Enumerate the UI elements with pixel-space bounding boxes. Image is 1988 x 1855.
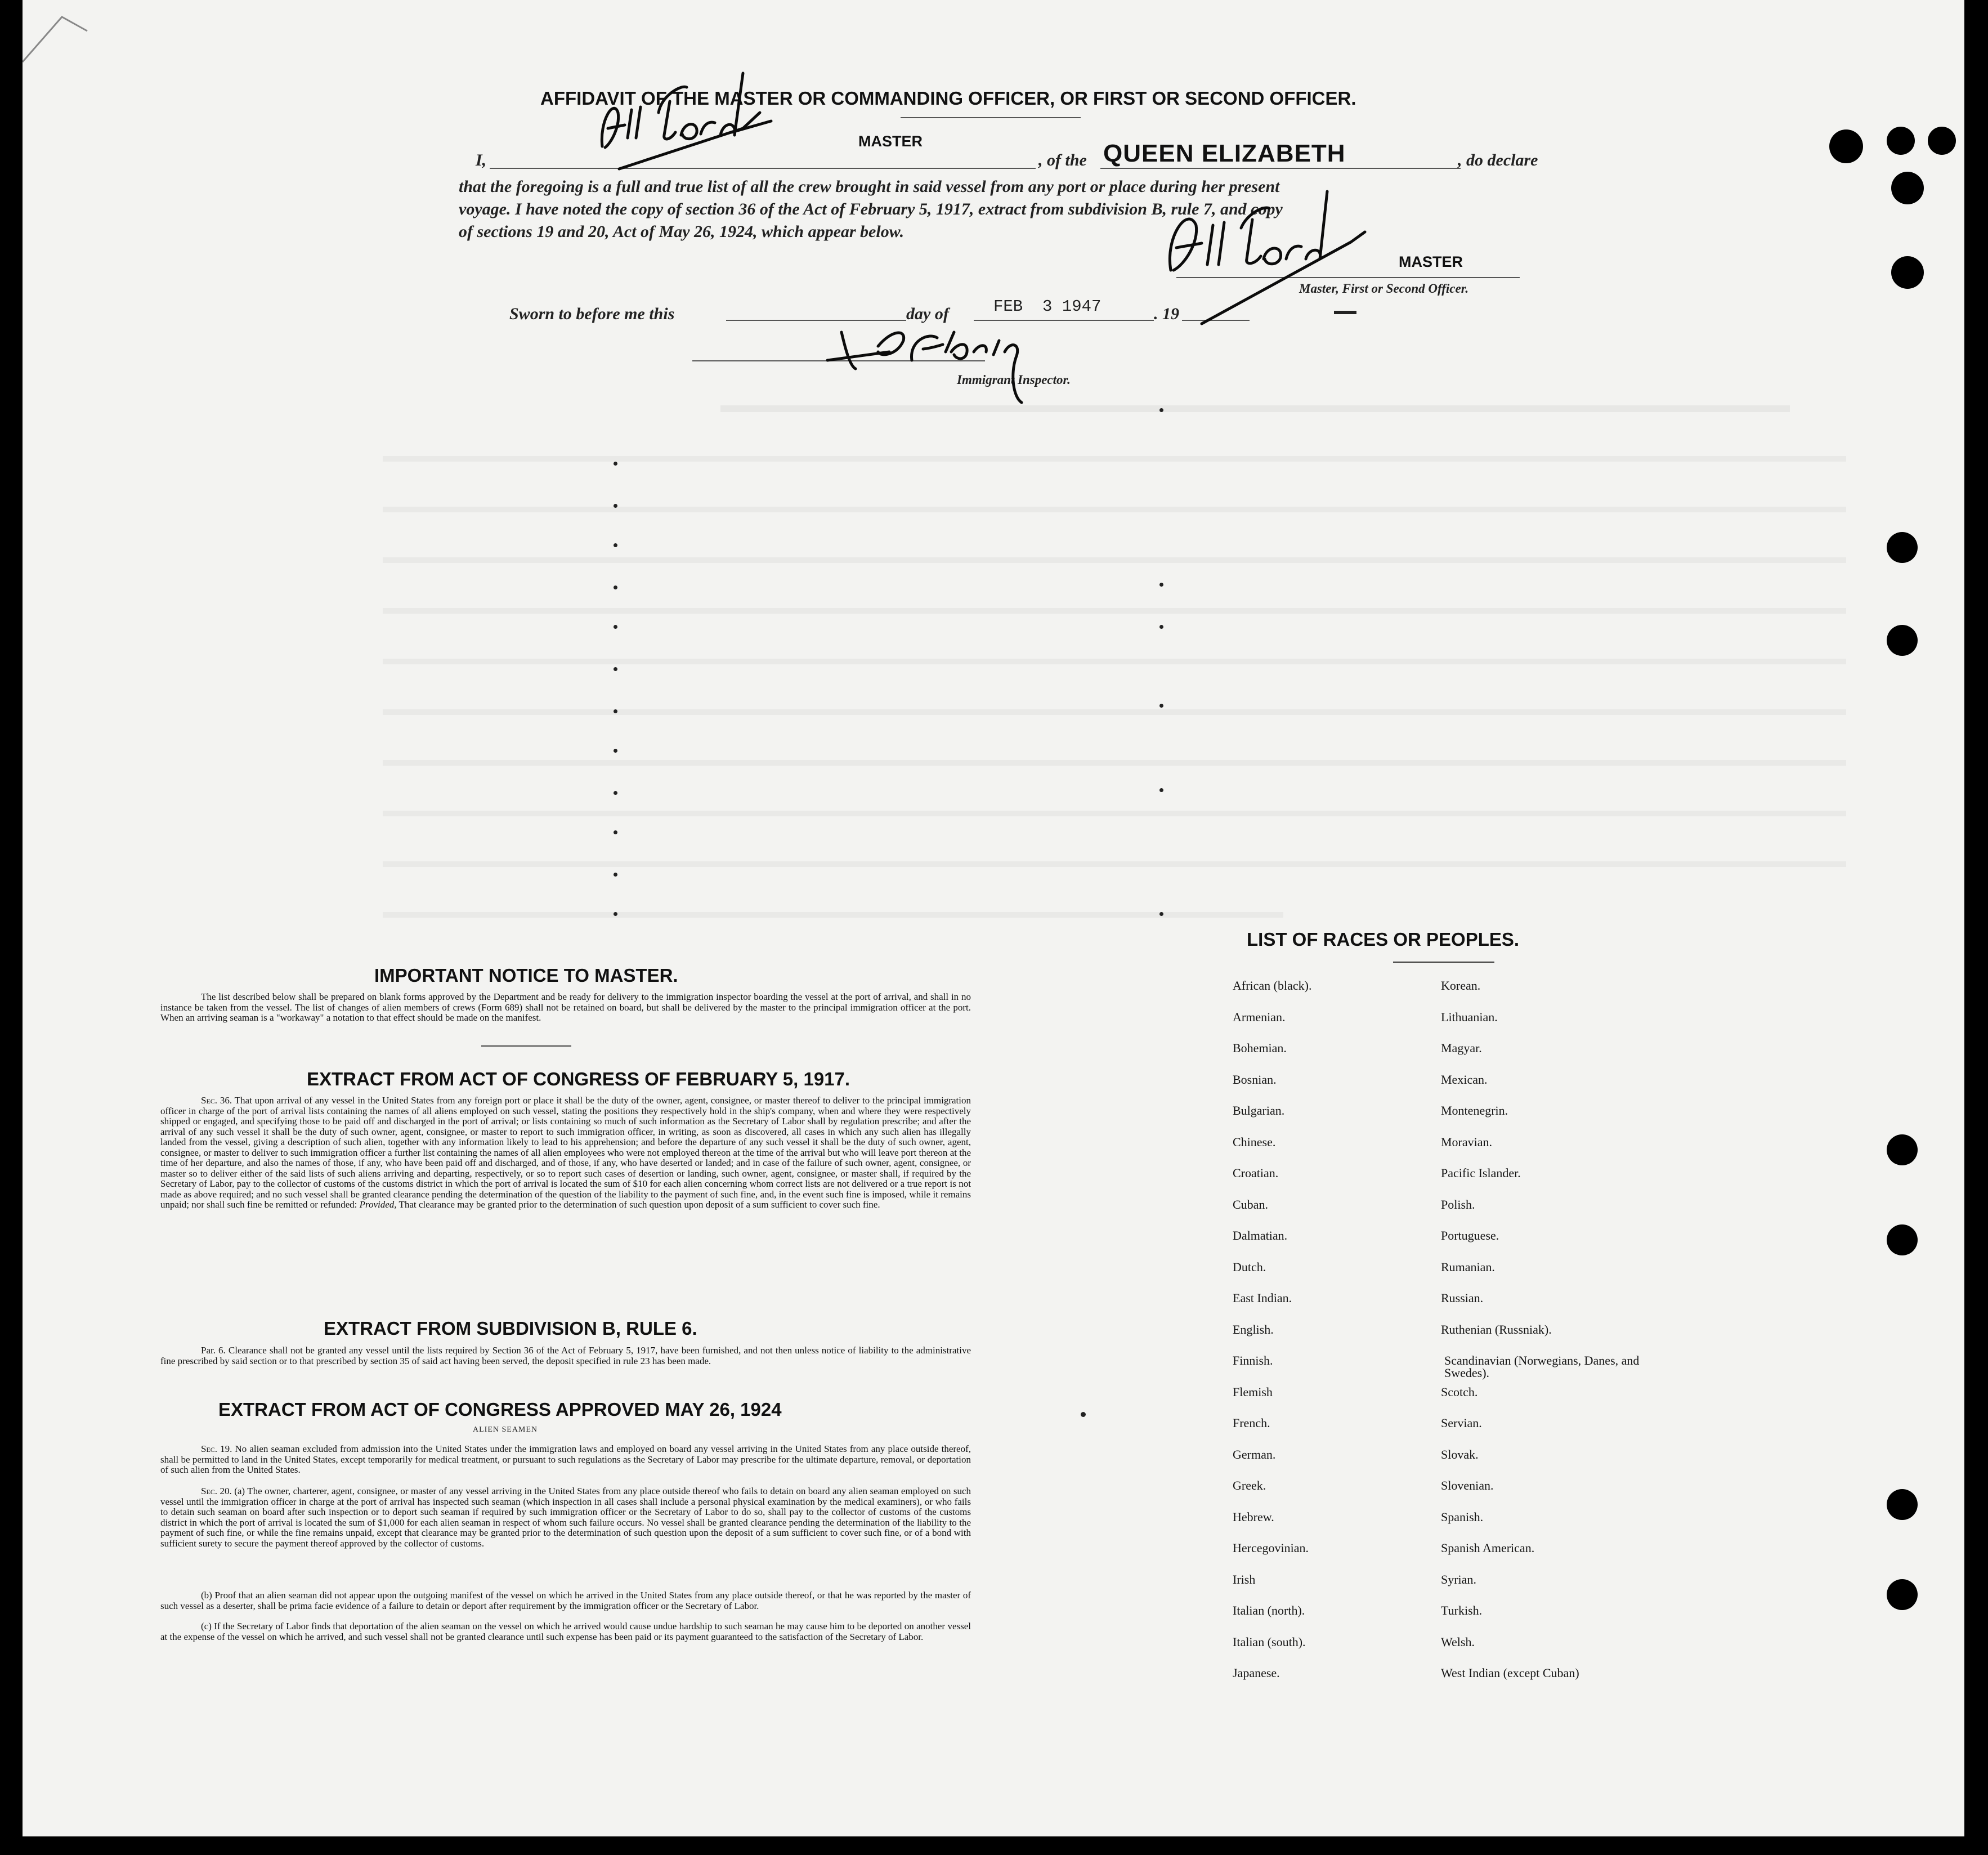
- page-corner-fold: [23, 0, 90, 68]
- inspector-caption: Immigrant Inspector.: [957, 373, 1071, 387]
- important-notice-title: IMPORTANT NOTICE TO MASTER.: [374, 965, 678, 986]
- race-item: Italian (north).: [1233, 1603, 1305, 1617]
- extract-rule6-text: Par. 6. Clearance shall not be granted any vessel until the lists required by Section 36 of the Act of February 5, 1917, have been furnished, and not then unless notice of liability to the administrative fine prescribed by said section or to that prescribed by section 35 of said act having been served, the deposit specified in rule 23 has been made.: [160, 1345, 971, 1366]
- svg-text:▬▬: ▬▬: [1334, 305, 1356, 317]
- race-item: Dutch.: [1233, 1259, 1266, 1274]
- declaration-line-1: that the foregoing is a full and true list of all the crew brought in said vessel from any port or place during her present: [459, 177, 1280, 196]
- races-title: LIST OF RACES OR PEOPLES.: [1247, 929, 1520, 950]
- race-item: Greek.: [1233, 1478, 1266, 1492]
- extract-1917-title: EXTRACT FROM ACT OF CONGRESS OF FEBRUARY 5, 1917.: [307, 1069, 850, 1089]
- extract-1924-subtitle: ALIEN SEAMEN: [473, 1425, 538, 1434]
- race-item: Welsh.: [1441, 1634, 1475, 1649]
- race-item: Dalmatian.: [1233, 1228, 1288, 1242]
- race-item: Cuban.: [1233, 1197, 1268, 1212]
- races-right-column: [1441, 980, 1655, 1698]
- race-item: Montenegrin.: [1441, 1103, 1508, 1118]
- sec-20c-text: (c) If the Secretary of Labor finds that deportation of the alien seaman on the vessel on which he arrived would cause undue hardship to such seaman he may cause him to be deported on another vessel at the expense of the vessel on which he arrived, and such vessel shall not be granted clearance until such expense has been paid or its payment guaranteed to the satisfaction of the Secretary of Labor.: [160, 1621, 971, 1642]
- race-item: East Indian.: [1233, 1291, 1292, 1305]
- important-notice-text: The list described below shall be prepared on blank forms approved by the Department and be ready for delivery to the immigration inspector boarding the vessel at the port of arrival, and shall in no instance be taken from the vessel. The list of changes of alien members of crews (Form 689) shall not be retained on board, but shall be delivered by the master to the principal immigration officer at the port. When an arriving seaman is a "workaway" a notation to that effect should be made on the manifest.: [160, 991, 971, 1023]
- master-stamp: MASTER: [858, 133, 923, 150]
- race-item: Japanese.: [1233, 1666, 1280, 1680]
- race-item: Bulgarian.: [1233, 1103, 1285, 1118]
- race-item: Hebrew.: [1233, 1509, 1274, 1524]
- race-item: West Indian (except Cuban): [1441, 1666, 1579, 1680]
- affidavit-title: AFFIDAVIT OF THE MASTER OR COMMANDING OFFICER, OR FIRST OR SECOND OFFICER.: [540, 88, 1356, 109]
- race-item: Mexican.: [1441, 1072, 1488, 1087]
- race-item: Bosnian.: [1233, 1072, 1277, 1087]
- master-stamp-2: MASTER: [1399, 253, 1463, 270]
- race-item: Slovak.: [1441, 1447, 1479, 1461]
- vessel-name: QUEEN ELIZABETH: [1103, 140, 1346, 167]
- manifest-page: [23, 0, 1964, 1836]
- sec-36-text: That upon arrival of any vessel in the United States from any foreign port or place it shall be the duty of the owner, agent, consignee, or master thereof to deliver to the principal immigration officer in charge of the port of arrival lists containing the names of all aliens employed on such vessel, stating the positions they respectively hold in the ship's company, when and where they were respectively shipped or engaged, and specifying those to be paid off and discharged in the port of arrival; or lists containing so much of such information as the Secretary of Labor shall by regulation prescribe; and after the arrival of any such vessel it shall be the duty of such owner, agent, consignee, or master to report to such immigration officer, in writing, as soon as discovered, all cases in which any such alien has illegally landed from the vessel, giving a description of such alien, together with any information likely to lead to his apprehension; and before the departure of any such vessel it shall be the duty of such owner, agent, consignee, or master to deliver to such immigration officer a further list containing the names of all alien employees who were not employed thereon at the time of the arrival but who will leave port thereon at the time of her departure, and also the names of those, if any, who have been paid off and discharged, and of those, if any, who have deserted or landed; and in case of the failure of such owner, agent, consignee, or master so to deliver either of the said lists of such aliens arriving and departing, respectively, or so to report such cases of desertion or landing, such owner, agent, consignee, or master shall, if required by the Secretary of Labor, pay to the collector of customs of the customs district in which the port of arrival is located the sum of $10 for each alien concerning whom correct lists are not delivered or a true report is not made as above required; and no such vessel shall be granted clearance pending the determination of the question of the liability to the payment of such fine, and, in the event such fine is imposed, while it remains unpaid; nor shall such fine be remitted or refunded:: [160, 1095, 971, 1210]
- year-prefix: . 19: [1154, 305, 1179, 323]
- race-item: French.: [1233, 1416, 1270, 1430]
- sec-20b-text: (b) Proof that an alien seaman did not appear upon the outgoing manifest of the vessel on which he arrived in the United States from any place outside thereof, or that he was reported by the master of such vessel as a deserter, shall be prima facie evidence of a failure to detain or deport after requirement by the immigration officer or the Secretary of Labor.: [160, 1590, 971, 1611]
- of-the-label: , of the: [1038, 151, 1087, 169]
- do-declare-label: , do declare: [1458, 151, 1538, 169]
- race-item: Italian (south).: [1233, 1634, 1306, 1649]
- race-item: Portuguese.: [1441, 1228, 1499, 1242]
- proviso-text: That clearance may be granted prior to the determination of such question upon deposit of a sum sufficient to cover such fine.: [399, 1199, 880, 1210]
- extract-1924-title: EXTRACT FROM ACT OF CONGRESS APPROVED MAY 26, 1924: [218, 1399, 782, 1420]
- race-item: Servian.: [1441, 1416, 1482, 1430]
- sec-19-label: Sec. 19.: [201, 1443, 232, 1454]
- race-item: Flemish: [1233, 1384, 1273, 1399]
- race-item: Bohemian.: [1233, 1041, 1287, 1055]
- sec-36-label: Sec. 36.: [201, 1095, 232, 1106]
- race-item: Magyar.: [1441, 1041, 1482, 1055]
- race-item: Polish.: [1441, 1197, 1475, 1212]
- race-item: African (black).: [1233, 978, 1312, 993]
- race-item: Scandinavian (Norwegians, Danes, and Swedes).: [1444, 1353, 1640, 1380]
- race-item: English.: [1233, 1322, 1274, 1337]
- extract-1917-text-block: [160, 1096, 971, 1210]
- extract-rule6-title: EXTRACT FROM SUBDIVISION B, RULE 6.: [324, 1318, 697, 1339]
- i-label: I,: [476, 151, 487, 169]
- race-item: Ruthenian (Russniak).: [1441, 1322, 1552, 1337]
- races-underline: [1393, 962, 1494, 963]
- race-item: Turkish.: [1441, 1603, 1483, 1617]
- race-item: Rumanian.: [1441, 1259, 1495, 1274]
- notice-divider: [481, 1045, 571, 1047]
- race-item: Slovenian.: [1441, 1478, 1494, 1492]
- race-item: Chinese.: [1233, 1134, 1276, 1149]
- race-item: Syrian.: [1441, 1572, 1476, 1586]
- race-item: Spanish American.: [1441, 1541, 1535, 1555]
- races-left-column: [1233, 980, 1311, 1698]
- race-item: Armenian.: [1233, 1009, 1286, 1024]
- race-item: Moravian.: [1441, 1134, 1493, 1149]
- sec-20a-text: (a) The owner, charterer, agent, consignee, or master of any vessel arriving in the United States from any place outside thereof who fails to detain on board any alien seaman employed on such vessel until the immigration officer in charge at the port of arrival has inspected such seaman (which inspection in all cases shall include a personal physical examination by the medical examiners), or who fails to detain such seaman on board after such inspection or to deport such seaman if required by such immigration officer or the Secretary of Labor to do so, shall pay to the collector of customs of the customs district in which the port of arrival is located the sum of $1,000 for each alien seaman in respect of whom such failure occurs. No vessel shall be granted clearance pending the determination of the liability to the payment of such fine, or while the fine remains unpaid, except that clearance may be granted prior to the determination of such question upon the deposit of a sum sufficient to cover such fine, or of a bond with sufficient surety to secure the payment thereof approved by the collector of customs.: [160, 1486, 971, 1549]
- declaration-line-3: of sections 19 and 20, Act of May 26, 1924, which appear below.: [459, 222, 905, 241]
- race-item: Spanish.: [1441, 1509, 1484, 1524]
- declaration-line-2: voyage. I have noted the copy of section 36 of the Act of February 5, 1917, extract from subdivision B, rule 7, and copy: [459, 200, 1283, 218]
- race-item: Irish: [1233, 1572, 1256, 1586]
- officer-caption: Master, First or Second Officer.: [1299, 281, 1469, 296]
- date-stamp: FEB 3 1947: [993, 297, 1102, 316]
- sworn-text: Sworn to before me this: [509, 305, 675, 323]
- race-item: Lithuanian.: [1441, 1009, 1498, 1024]
- master-signature-drawing: [23, 0, 1964, 450]
- sec-20-label: Sec. 20.: [201, 1486, 232, 1496]
- race-item: Finnish.: [1233, 1353, 1273, 1367]
- sec-19-text: No alien seaman excluded from admission into the United States under the immigration laws and employed on board any vessel arriving in the United States from any place outside thereof, shall be permitted to land in the United States, except temporarily for medical treatment, or pursuant to such regulations as the Secretary of Labor may prescribe for the ultimate departure, removal, or deportation of such alien from the United States.: [160, 1443, 971, 1475]
- race-item: German.: [1233, 1447, 1276, 1461]
- race-item: Russian.: [1441, 1291, 1484, 1305]
- proviso-label: Provided,: [359, 1199, 397, 1210]
- sec-20a-block: [160, 1486, 971, 1549]
- race-item: Scotch.: [1441, 1384, 1478, 1399]
- day-of-label: day of: [906, 305, 949, 323]
- race-item: Pacific Islander.: [1441, 1166, 1521, 1180]
- race-item: Korean.: [1441, 978, 1481, 993]
- sec-19-block: [160, 1444, 971, 1476]
- race-item: Hercegovinian.: [1233, 1541, 1309, 1555]
- race-item: Croatian.: [1233, 1166, 1279, 1180]
